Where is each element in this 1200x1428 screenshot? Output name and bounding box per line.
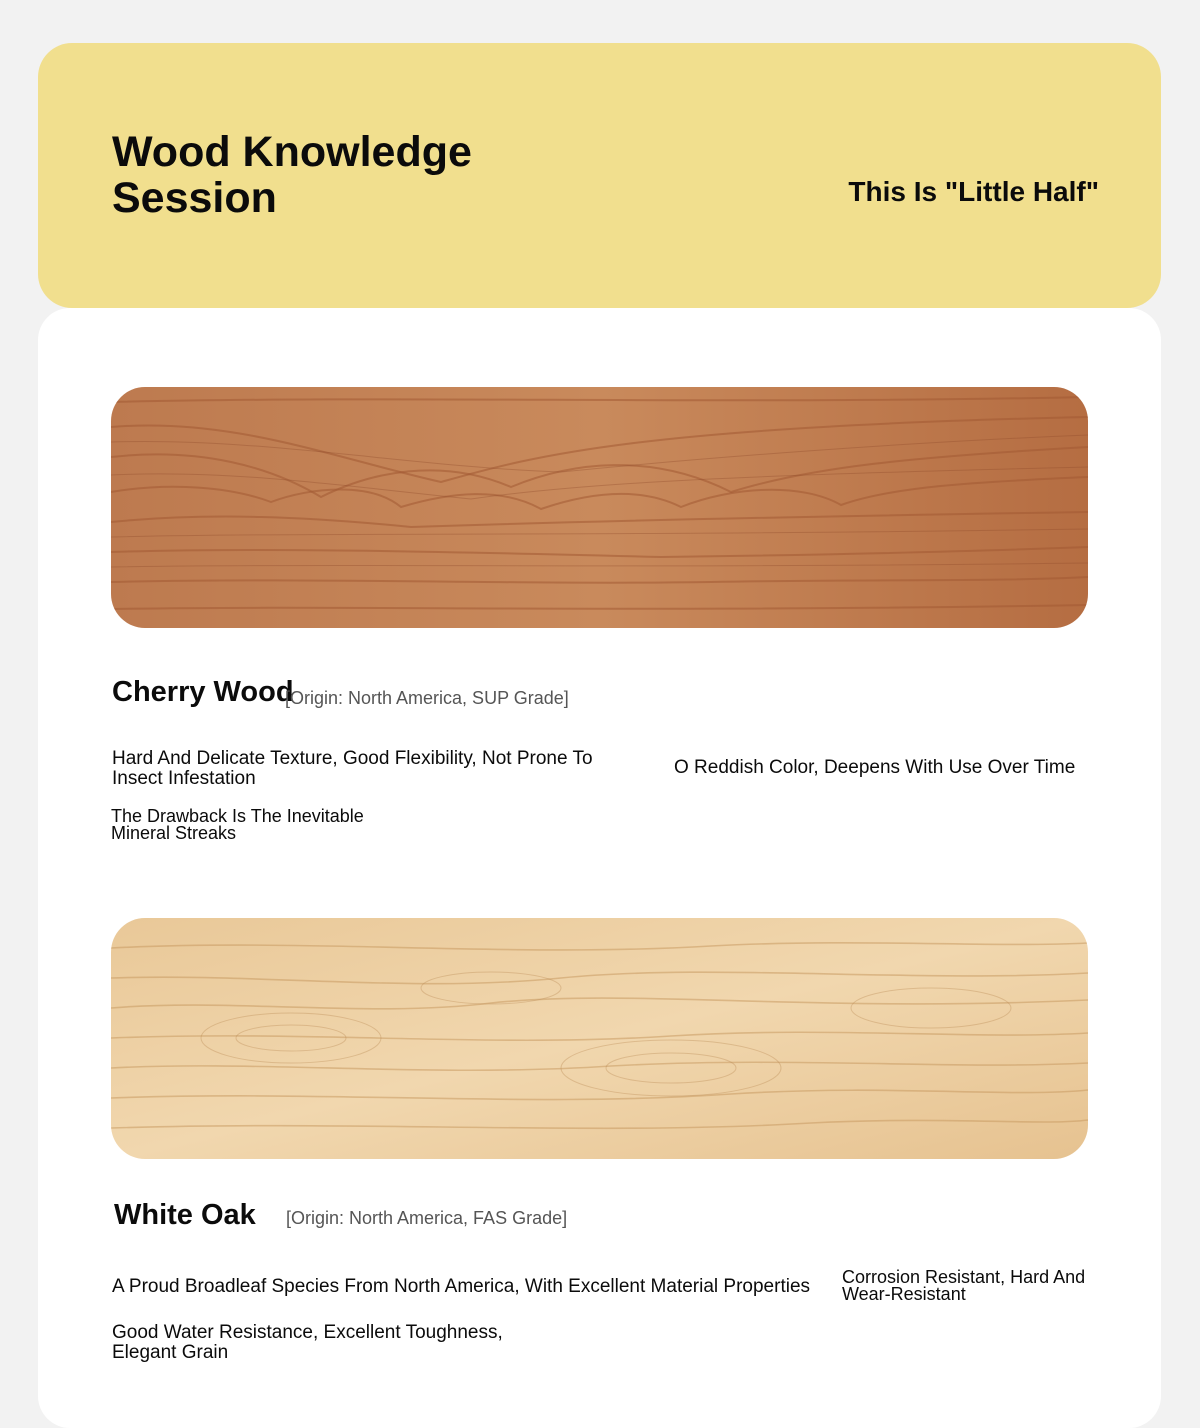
page-title: Wood Knowledge Session [112,128,472,222]
header-banner [38,43,1161,308]
wood-origin-cherry: [Origin: North America, SUP Grade] [285,688,569,708]
page-subtitle: This Is "Little Half" [848,176,1099,207]
wood-list-card [38,308,1161,1428]
white-oak-feature-resistance: Corrosion Resistant, Hard And Wear-Resistant [842,1267,1086,1304]
cherry-feature-texture: Hard And Delicate Texture, Good Flexibility, Not Prone To Insect Infestation [112,748,593,789]
wood-name-cherry: Cherry Wood [112,676,294,708]
cherry-wood-swatch-image [111,387,1088,628]
cherry-feature-drawback: The Drawback Is The Inevitable Mineral Streaks [111,806,364,843]
white-oak-feature-toughness: Good Water Resistance, Excellent Toughness, Elegant Grain [112,1322,503,1363]
wood-name-white-oak: White Oak [114,1199,256,1231]
white-oak-feature-origin: A Proud Broadleaf Species From North America, With Excellent Material Properties [112,1276,811,1297]
wood-origin-white-oak: [Origin: North America, FAS Grade] [286,1208,568,1228]
cherry-feature-color: O Reddish Color, Deepens With Use Over Time [674,757,1076,778]
white-oak-swatch-image [111,918,1088,1159]
